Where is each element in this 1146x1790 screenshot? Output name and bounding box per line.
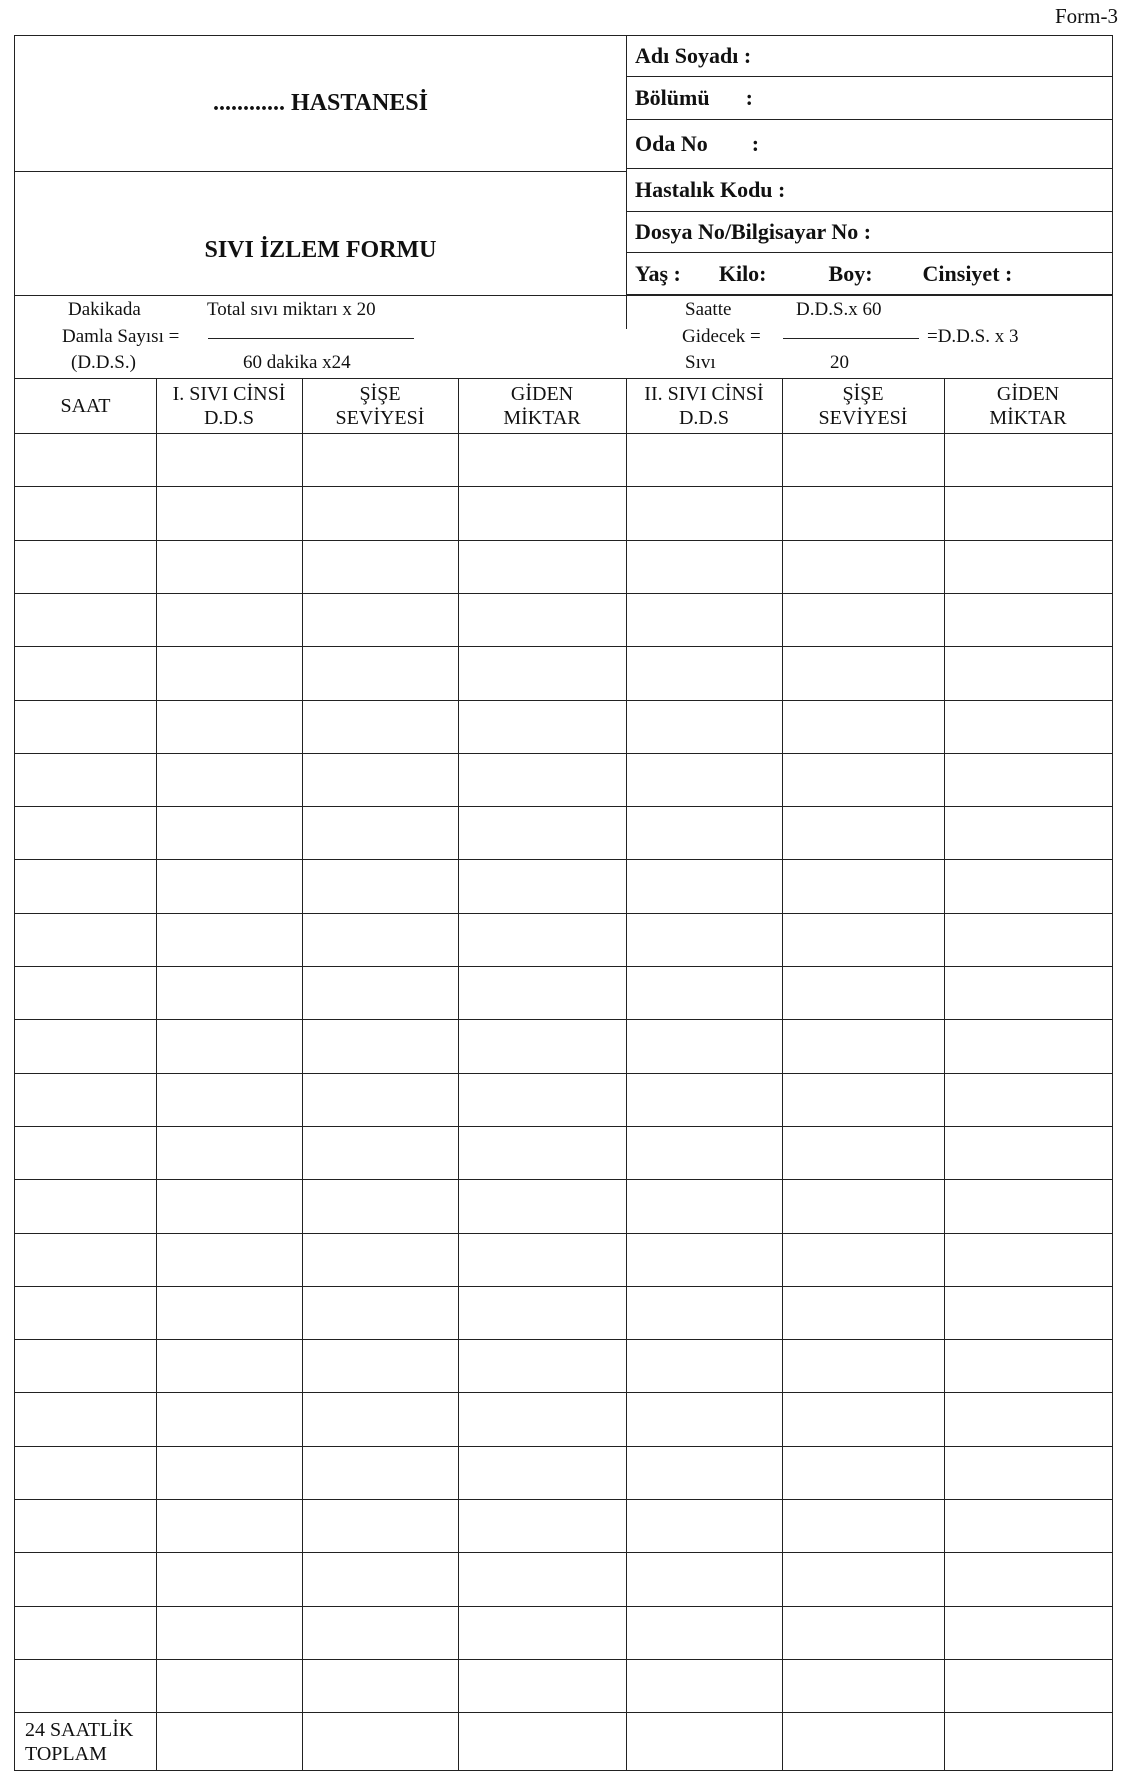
table-row[interactable] <box>15 1179 1112 1232</box>
table-row[interactable] <box>15 700 1112 753</box>
formula-left-denominator: 60 dakika x24 <box>243 352 351 373</box>
table-row[interactable] <box>15 966 1112 1019</box>
total-label-line1: 24 SAATLİK <box>25 1719 134 1742</box>
row-line <box>15 1712 1112 1713</box>
hospital-title: ............ HASTANESİ <box>15 36 627 171</box>
formula-left-line3: (D.D.S.) <box>71 352 136 373</box>
column-header-line2: SEVİYESİ <box>818 406 908 429</box>
formula-right-line3: Sıvı <box>685 352 716 373</box>
table-row[interactable] <box>15 1233 1112 1286</box>
form-code: Form-3 <box>1055 4 1118 28</box>
form-title: SIVI İZLEM FORMU <box>15 172 627 329</box>
column-header-line1: ŞİŞE <box>842 382 884 405</box>
formula-left-numerator: Total sıvı miktarı x 20 <box>207 299 376 320</box>
table-row[interactable] <box>15 1499 1112 1552</box>
table-row[interactable] <box>15 1019 1112 1072</box>
demographics-row[interactable] <box>627 253 1112 295</box>
table-row[interactable] <box>15 540 1112 593</box>
department-colon: : <box>745 85 753 110</box>
department-label: Bölümü <box>635 85 710 110</box>
department-row[interactable] <box>627 77 1112 120</box>
table-row[interactable] <box>15 1392 1112 1445</box>
column-header <box>944 380 1112 431</box>
formula-right-fraction-bar <box>783 338 919 339</box>
table-row[interactable] <box>15 1286 1112 1339</box>
formula-right-result: =D.D.S. x 3 <box>927 326 1019 347</box>
formula-right-numerator: D.D.S.x 60 <box>796 299 882 320</box>
table-row[interactable] <box>15 646 1112 699</box>
column-header-line1: I. SIVI CİNSİ <box>172 382 286 405</box>
column-header-line1: GİDEN <box>996 382 1060 405</box>
formula-right-line2: Gidecek = <box>682 326 761 347</box>
room-label: Oda No <box>635 131 708 156</box>
column-header <box>458 380 626 431</box>
disease-code-label: Hastalık Kodu : <box>635 177 786 202</box>
column-header-line2: MİKTAR <box>503 406 581 429</box>
column-header-line1: II. SIVI CİNSİ <box>644 382 764 405</box>
table-row[interactable] <box>15 1606 1112 1659</box>
table-row[interactable] <box>15 1073 1112 1126</box>
column-header-line2: D.D.S <box>203 406 254 429</box>
table-row[interactable] <box>15 486 1112 539</box>
age-label: Yaş : <box>635 260 681 286</box>
room-row[interactable] <box>627 120 1112 169</box>
formula-top-line <box>15 295 1112 296</box>
formula-left-line2: Damla Sayısı = <box>62 326 180 347</box>
table-row[interactable] <box>15 1126 1112 1179</box>
total-label-line2: TOPLAM <box>25 1743 107 1766</box>
column-header-line1: GİDEN <box>510 382 574 405</box>
patient-name-label: Adı Soyadı : <box>635 43 752 68</box>
column-header-line1: ŞİŞE <box>359 382 401 405</box>
formula-left-line1: Dakikada <box>68 299 141 320</box>
disease-code-row[interactable] <box>627 169 1112 212</box>
table-row[interactable] <box>15 859 1112 912</box>
column-header <box>626 380 782 431</box>
column-header <box>782 380 944 431</box>
table-top-line <box>15 378 1112 379</box>
table-row[interactable] <box>15 913 1112 966</box>
gender-label: Cinsiyet : <box>922 260 1013 286</box>
column-header <box>302 380 458 431</box>
table-row[interactable] <box>15 1659 1112 1712</box>
room-colon: : <box>751 131 760 156</box>
file-no-label: Dosya No/Bilgisayar No : <box>635 219 872 244</box>
column-header-line2: MİKTAR <box>989 406 1067 429</box>
column-header-line2: D.D.S <box>678 406 729 429</box>
formula-right-line1: Saatte <box>685 299 732 320</box>
table-row[interactable] <box>15 593 1112 646</box>
formula-right-denominator: 20 <box>830 352 849 373</box>
table-row[interactable] <box>15 1552 1112 1605</box>
fluid-monitoring-form <box>14 35 1113 1771</box>
column-header-line1: SAAT <box>60 394 111 417</box>
formula-left-fraction-bar <box>208 338 414 339</box>
patient-name-row[interactable] <box>627 36 1112 77</box>
total-row-label <box>15 1718 156 1766</box>
table-row[interactable] <box>15 753 1112 806</box>
column-header-line2: SEVİYESİ <box>335 406 425 429</box>
table-row[interactable] <box>15 1339 1112 1392</box>
table-row[interactable] <box>15 806 1112 859</box>
height-label: Boy: <box>828 260 873 286</box>
column-header <box>156 380 302 431</box>
file-no-row[interactable] <box>627 212 1112 253</box>
table-row[interactable] <box>15 1446 1112 1499</box>
column-header <box>15 380 156 431</box>
weight-label: Kilo: <box>718 260 767 286</box>
table-row[interactable] <box>15 433 1112 486</box>
